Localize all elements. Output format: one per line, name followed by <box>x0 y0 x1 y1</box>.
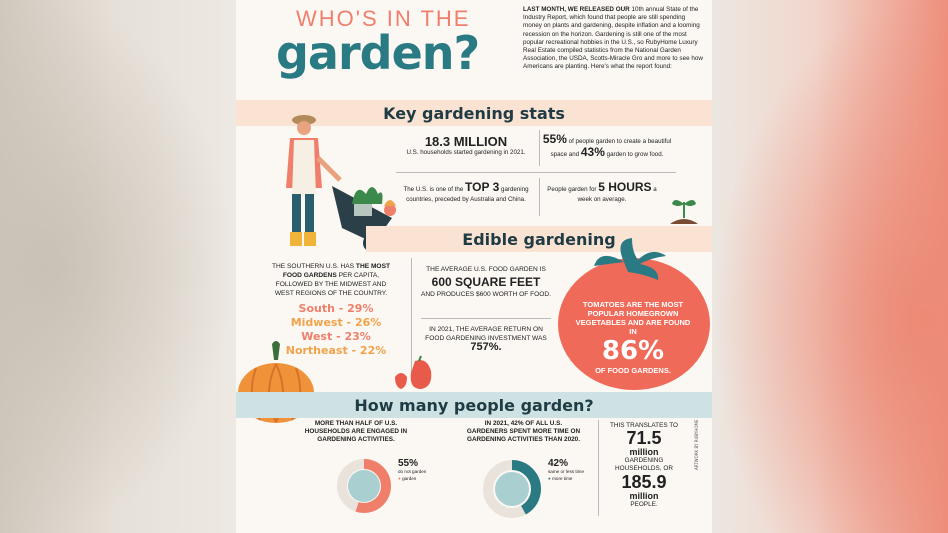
translates-unit1: million <box>629 447 659 457</box>
south-text-c: PER CAPITA, FOLLOWED BY THE MIDWEST AND WEST REGIONS OF THE COUNTRY. <box>274 272 388 297</box>
intro-lead: LAST MONTH, WE RELEASED OUR <box>523 6 630 13</box>
stat-top-big: TOP 3 <box>465 180 500 194</box>
chart2-donut <box>481 458 543 520</box>
tomato-pct: 86% <box>601 336 665 366</box>
translates-pre: THIS TRANSLATES TO <box>609 422 679 429</box>
divider <box>539 130 540 166</box>
stat-hours <box>542 182 662 205</box>
intro-paragraph <box>523 6 703 72</box>
south-text-b: THE MOST FOOD GARDENS <box>282 263 390 279</box>
sprout-illustration <box>664 188 704 228</box>
translates-num2: 185.9 <box>621 472 667 492</box>
pepper-illustration <box>391 355 439 391</box>
stat-households-big: 18.3 MILLION <box>424 134 508 149</box>
title-big: garden? <box>276 26 480 80</box>
how-many-heading: How many people garden? <box>236 392 712 418</box>
chart1-legend <box>398 458 426 481</box>
tomato-text: TOMATOES ARE THE MOST POPULAR HOMEGROWN VEGETABLES AND ARE FOUND IN <box>575 300 691 336</box>
chart2-legend <box>548 458 584 481</box>
avg-big: 600 SQUARE FEET <box>431 275 541 289</box>
stat-reasons-text2: garden to grow food. <box>606 151 664 158</box>
tomato-block <box>574 300 692 375</box>
background-blur-left <box>0 0 236 533</box>
south-text <box>266 262 396 298</box>
stat-hours-post: a week on average. <box>577 186 657 203</box>
chart1-text: MORE THAN HALF OF U.S. HOUSEHOLDS ARE ENGAGED IN GARDENING ACTIVITIES. <box>304 420 408 443</box>
region-item: South - 29% <box>298 302 374 315</box>
stat-hours-pre: People garden for <box>547 186 597 193</box>
stat-households-small: U.S. households started gardening in 2021. <box>406 149 526 156</box>
infographic-page <box>236 0 712 533</box>
chart1-pct: 55% <box>398 458 419 469</box>
tomato-post: OF FOOD GARDENS. <box>595 366 671 375</box>
translates-mid: GARDENING HOUSEHOLDS, OR <box>615 457 673 472</box>
chart1-donut <box>336 458 392 514</box>
chart2-legend-b: more time <box>552 476 573 481</box>
divider <box>421 318 551 319</box>
chart1-center <box>348 470 380 502</box>
stat-hours-big: 5 HOURS <box>598 180 652 194</box>
region-item: West - 23% <box>301 330 371 343</box>
chart2-text: IN 2021, 42% OF ALL U.S. GARDENERS SPENT MORE TIME ON GARDENING ACTIVITIES THAN 2020. <box>466 420 581 443</box>
translates-unit2: million <box>629 491 659 501</box>
translates-post: PEOPLE. <box>630 501 658 508</box>
artwork-credit: ARTWORK BY RUBYHOME <box>694 419 699 470</box>
stat-reasons-pct2: 43% <box>580 145 605 159</box>
south-text-a: THE SOUTHERN U.S. HAS <box>272 263 355 270</box>
stat-top-post: gardening countries, preceded by Australia and China. <box>406 186 529 203</box>
roi-pre: IN 2021, THE AVERAGE RETURN ON FOOD GARDENING INVESTMENT WAS <box>425 326 547 342</box>
title-top: WHO'S IN THE <box>296 6 471 31</box>
stat-households <box>396 134 536 157</box>
region-item: Northeast - 22% <box>285 344 387 357</box>
key-stats-heading: Key gardening stats <box>236 100 712 126</box>
roi-big: 757%. <box>470 341 502 353</box>
background-blur-right <box>712 0 948 533</box>
divider <box>396 172 676 173</box>
chart1-legend-a: do not garden <box>398 469 427 474</box>
chart1-legend-b: garden <box>402 476 417 481</box>
avg-pre: THE AVERAGE U.S. FOOD GARDEN IS <box>426 266 546 273</box>
stat-reasons <box>542 134 672 160</box>
stat-top-pre: The U.S. is one of the <box>403 186 464 193</box>
legend-dot: ● <box>398 476 401 481</box>
chart2-legend-a: same or less time <box>548 469 584 474</box>
stat-reasons-pct1: 55% <box>542 132 567 146</box>
avg-post: AND PRODUCES $600 WORTH OF FOOD. <box>421 291 551 298</box>
stat-reasons-text1: of people garden to create a beautiful space and <box>550 138 672 158</box>
divider <box>598 420 599 516</box>
translates-num1: 71.5 <box>626 428 662 448</box>
edible-heading: Edible gardening <box>366 226 712 252</box>
legend-dot: ● <box>548 476 551 481</box>
stat-top-countries <box>396 182 536 205</box>
translates-block <box>604 422 684 508</box>
roi <box>421 325 551 352</box>
chart2-pct: 42% <box>548 458 569 469</box>
region-item: Midwest - 26% <box>290 316 382 329</box>
chart2-center <box>495 472 529 506</box>
intro-body: 10th annual State of the Industry Report, which found that people are still spending money on plants and gardening, despite inflation and a looming recession on the horizon. Gardening is still one of the most popular recreational hobbies in the U.S., so RubyHome Luxury Real Estate compiled statistics from the National Garden Association, the USDA, Scotts-Miracle Gro and more to see how Americans are planting. Here's what the report found: <box>523 6 703 71</box>
divider <box>539 178 540 216</box>
avg-garden <box>421 265 551 299</box>
